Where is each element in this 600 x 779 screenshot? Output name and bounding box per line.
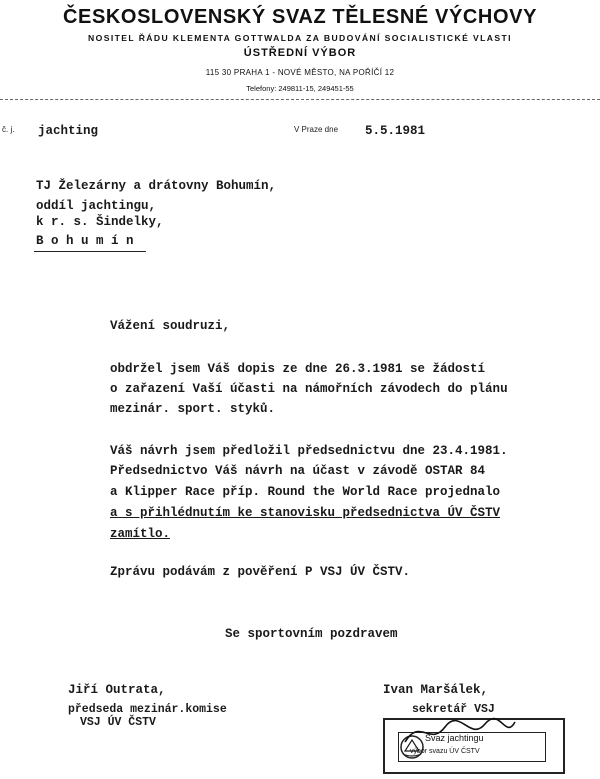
paragraph-2-line-1: Váš návrh jsem předložil předsednictvu dne 23.4.1981. [110, 444, 508, 458]
organization-unit: ÚSTŘEDNÍ VÝBOR [243, 47, 357, 59]
handwritten-signature [400, 712, 520, 752]
recipient-city-underline [34, 251, 146, 252]
date-place-label: V Praze dne [294, 125, 339, 134]
paragraph-1-line-3: mezinár. sport. styků. [110, 402, 276, 416]
paragraph-2-line-5: zamítlo. [110, 527, 171, 541]
paragraph-2-line-2: Předsednictvo Váš návrh na účast v závodě OSTAR 84 [110, 464, 486, 478]
left-signatory-name: Jiří Outrata, [68, 683, 166, 697]
stamp-text-1: Svaz jachtingu [425, 733, 484, 743]
paragraph-2-line-4: a s přihlédnutím ke stanovisku předsednictva ÚV ČSTV [110, 506, 501, 520]
paragraph-1-line-1: obdržel jsem Váš dopis ze dne 26.3.1981 se žádostí [110, 362, 486, 376]
reference-value: jachting [38, 124, 99, 138]
paragraph-1-line-2: o zařazení Vaší účasti na námořních závodech do plánu [110, 382, 508, 396]
paragraph-3: Zprávu podávám z pověření P VSJ ÚV ČSTV. [110, 565, 411, 579]
left-signatory-title-2: VSJ ÚV ČSTV [80, 716, 156, 729]
closing: Se sportovním pozdravem [225, 627, 398, 641]
organization-phone: Telefony: 249811-15, 249451-55 [246, 84, 354, 93]
organization-name: ČESKOSLOVENSKÝ SVAZ TĚLESNÉ VÝCHOVY [62, 6, 538, 28]
recipient-line-3: k r. s. Šindelky, [36, 215, 164, 229]
reference-label: č. j. [2, 125, 15, 134]
header-divider [0, 99, 600, 100]
paragraph-2-line-3: a Klipper Race příp. Round the World Race projednalo [110, 485, 501, 499]
left-signatory-title-1: předseda mezinár.komise [68, 703, 227, 716]
organization-subtitle: NOSITEL ŘÁDU KLEMENTA GOTTWALDA ZA BUDOVÁNÍ SOCIALISTICKÉ VLASTI [88, 33, 512, 43]
recipient-line-1: TJ Železárny a drátovny Bohumín, [36, 179, 277, 193]
salutation: Vážení soudruzi, [110, 319, 231, 333]
stamp-text-2: výbor svazu ÚV ČSTV [410, 748, 480, 755]
recipient-city: B o h u m í n [36, 234, 134, 248]
right-signatory-name: Ivan Maršálek, [383, 683, 489, 697]
organization-address: 115 30 PRAHA 1 - NOVÉ MĚSTO, NA POŘÍČÍ 12 [205, 68, 395, 77]
letter-date: 5.5.1981 [365, 124, 426, 138]
recipient-line-2: oddíl jachtingu, [36, 199, 157, 213]
right-signatory-title: sekretář VSJ [412, 703, 495, 716]
